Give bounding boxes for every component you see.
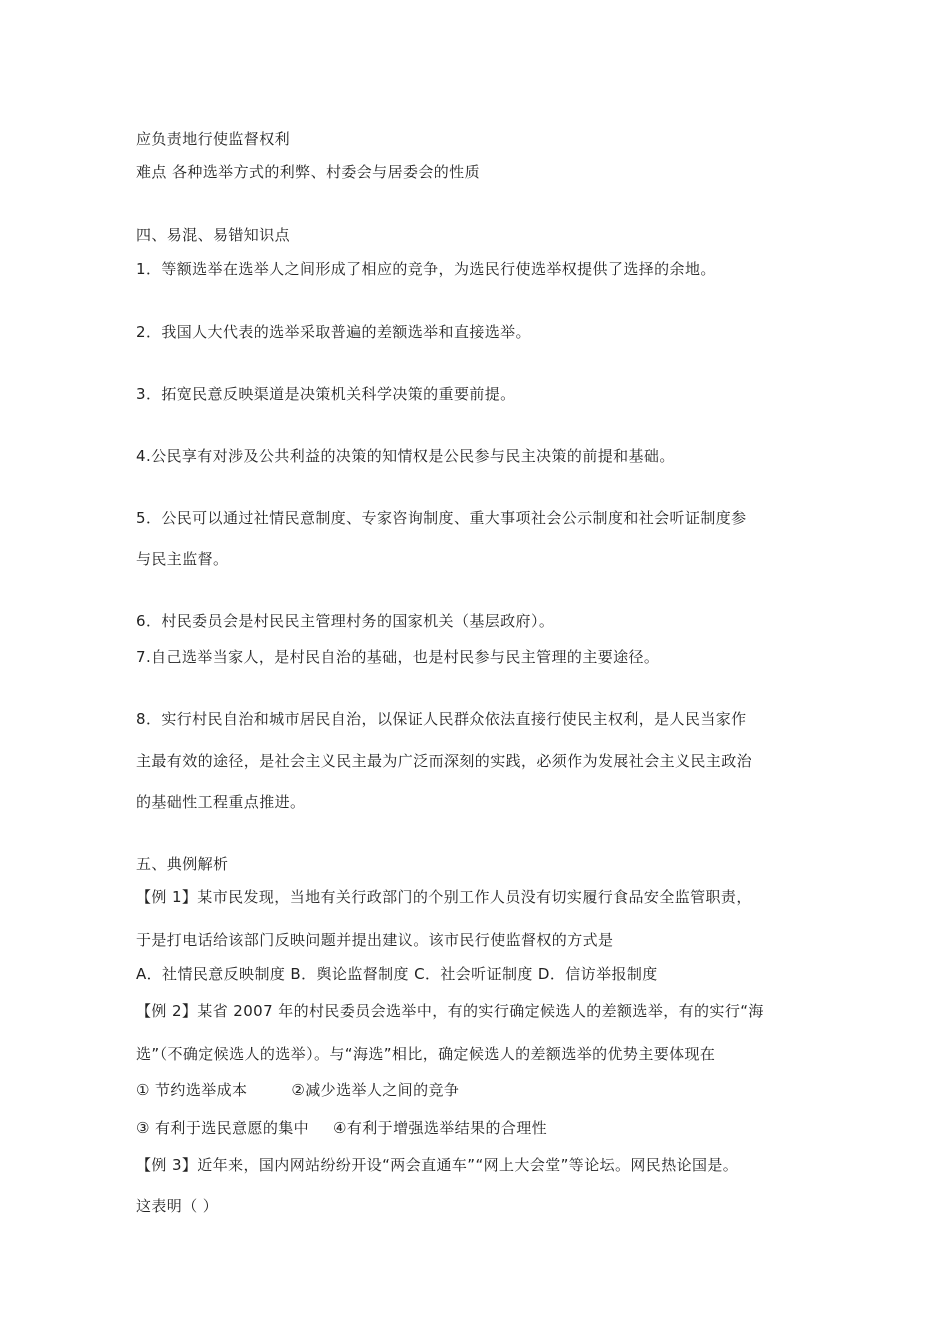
example-question-continued: 这表明（ ） bbox=[136, 1197, 219, 1215]
example-question-continued: 于是打电话给该部门反映问题并提出建议。该市民行使监督权的方式是 bbox=[136, 931, 614, 949]
options-row-1 bbox=[136, 1079, 459, 1101]
difficulty-line: 难点 各种选举方式的利弊、村委会与居委会的性质 bbox=[136, 163, 480, 181]
example-question-continued: 选”（不确定候选人的选举）。与“海选”相比，确定候选人的差额选举的优势主要体现在 bbox=[136, 1045, 716, 1063]
example-question: 【例 3】近年来，国内网站纷纷开设“两会直通车”“网上大会堂”等论坛。网民热论国是。 bbox=[136, 1156, 739, 1174]
section-heading: 四、易混、易错知识点 bbox=[136, 226, 291, 244]
answer-choices: A．社情民意反映制度 B．舆论监督制度 C．社会听证制度 D．信访举报制度 bbox=[136, 965, 658, 983]
list-item: 8．实行村民自治和城市居民自治，以保证人民群众依法直接行使民主权利，是人民当家作 bbox=[136, 710, 747, 728]
option-3: ③ 有利于选民意愿的集中 bbox=[136, 1119, 310, 1137]
list-item: 1．等额选举在选举人之间形成了相应的竞争，为选民行使选举权提供了选择的余地。 bbox=[136, 260, 716, 278]
text-line: 应负责地行使监督权利 bbox=[136, 130, 291, 148]
option-4: ④有利于增强选举结果的合理性 bbox=[333, 1119, 548, 1137]
section-heading: 五、典例解析 bbox=[136, 855, 229, 873]
example-question: 【例 2】某省 2007 年的村民委员会选举中，有的实行确定候选人的差额选举，有的实行“海 bbox=[136, 1002, 764, 1020]
option-2: ②减少选举人之间的竞争 bbox=[291, 1081, 460, 1099]
list-item-continued: 与民主监督。 bbox=[136, 550, 229, 568]
list-item-continued: 主最有效的途径，是社会主义民主最为广泛而深刻的实践，必须作为发展社会主义民主政治 bbox=[136, 752, 753, 770]
list-item: 7.自己选举当家人，是村民自治的基础，也是村民参与民主管理的主要途径。 bbox=[136, 648, 660, 666]
options-row-2 bbox=[136, 1117, 547, 1139]
list-item: 4.公民享有对涉及公共利益的决策的知情权是公民参与民主决策的前提和基础。 bbox=[136, 447, 675, 465]
list-item: 3．拓宽民意反映渠道是决策机关科学决策的重要前提。 bbox=[136, 385, 516, 403]
list-item: 5．公民可以通过社情民意制度、专家咨询制度、重大事项社会公示制度和社会听证制度参 bbox=[136, 509, 747, 527]
list-item-continued: 的基础性工程重点推进。 bbox=[136, 793, 306, 811]
example-question: 【例 1】某市民发现，当地有关行政部门的个别工作人员没有切实履行食品安全监管职责， bbox=[136, 888, 752, 906]
list-item: 2．我国人大代表的选举采取普遍的差额选举和直接选举。 bbox=[136, 323, 531, 341]
option-1: ① 节约选举成本 bbox=[136, 1081, 248, 1099]
list-item: 6．村民委员会是村民民主管理村务的国家机关（基层政府）。 bbox=[136, 612, 555, 630]
